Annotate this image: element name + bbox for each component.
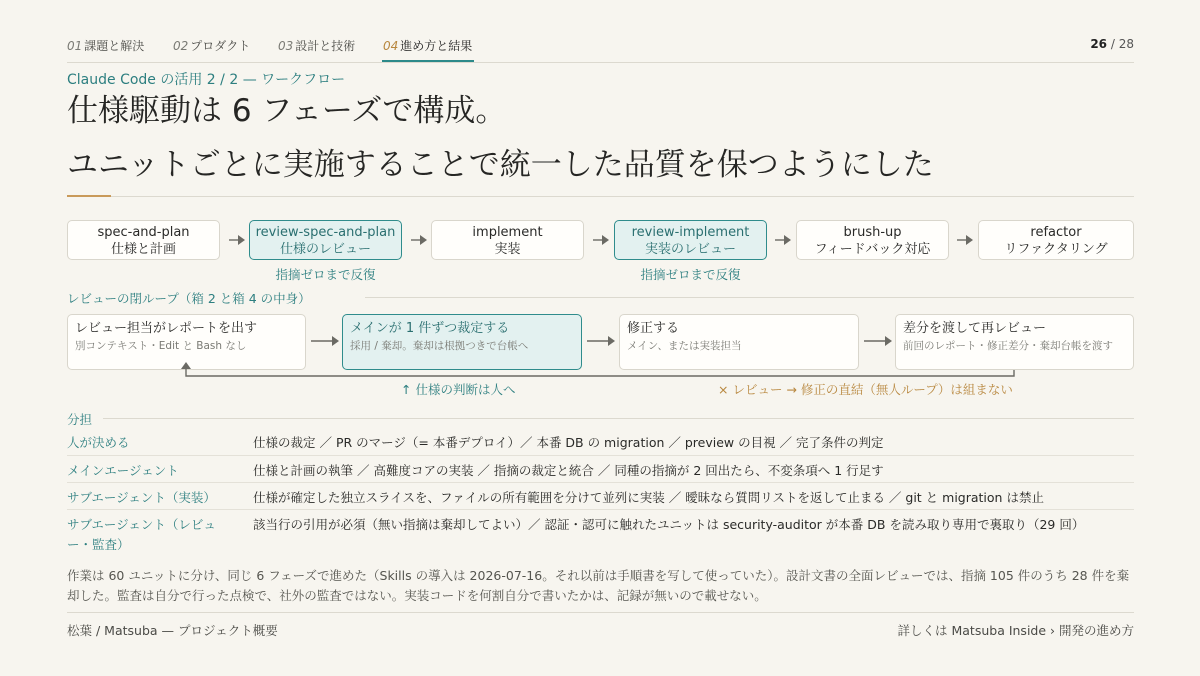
nav-divider	[67, 62, 1134, 63]
note-no-unattended-loop: × レビュー → 修正の直結（無人ループ）は組まない	[718, 382, 1013, 397]
phase-description: 実装のレビュー	[644, 242, 736, 257]
phase-name: review-spec-and-plan	[255, 225, 396, 240]
roles-heading: 分担	[67, 412, 93, 427]
footer-project-name: 松葉 / Matsuba — プロジェクト概要	[67, 623, 278, 638]
phase-loop-note: 指摘ゼロまで反復	[275, 267, 376, 282]
review-loop-divider	[365, 297, 1134, 298]
phase-loop-note: 指摘ゼロまで反復	[640, 267, 741, 282]
page-separator: /	[1110, 37, 1115, 51]
phase-description: 実装	[494, 242, 521, 257]
slide-title-line-1: 仕様駆動は 6 フェーズで構成。	[67, 93, 507, 129]
loop-step-title: 差分を渡して再レビュー	[903, 321, 1047, 336]
phase-box-review-implement	[614, 220, 767, 260]
phase-name: review-implement	[631, 225, 750, 240]
loop-step-report	[67, 314, 306, 370]
role-duties: 仕様の裁定 ／ PR のマージ（= 本番デプロイ）／ 本番 DB の migration ／ preview の目視 ／ 完了条件の判定	[253, 435, 884, 450]
loop-step-subtitle: 採用 / 棄却。棄却は根拠つきで台帳へ	[350, 340, 529, 352]
page-number	[1090, 37, 1134, 51]
role-name: サブエージェント（レビュー・監査）	[67, 517, 216, 552]
phase-name: implement	[472, 225, 543, 240]
nav-tab-number: 04	[383, 39, 399, 53]
role-row-human	[67, 428, 1134, 458]
nav-tab-02[interactable]	[173, 37, 250, 54]
loop-step-judge	[342, 314, 582, 370]
role-row-main-agent	[67, 455, 1134, 482]
loop-step-title: レビュー担当がレポートを出す	[75, 321, 258, 336]
nav-tab-label: プロダクト	[190, 39, 251, 53]
slide-kicker: Claude Code の活用 2 / 2 — ワークフロー	[67, 72, 346, 88]
roles-divider	[103, 418, 1134, 419]
phase-description: リファクタリング	[1004, 242, 1108, 257]
arrow-right-icon	[411, 234, 427, 246]
arrow-right-icon	[229, 234, 245, 246]
loop-step-subtitle: メイン、または実装担当	[627, 340, 742, 352]
role-row-sub-agent-review	[67, 509, 1134, 553]
phase-name: brush-up	[843, 225, 902, 240]
slide-title-line-2: ユニットごとに実施することで統一した品質を保つようにした	[67, 147, 934, 183]
nav-tab-number: 01	[67, 39, 83, 53]
footer-divider	[67, 612, 1134, 613]
nav-tab-number: 02	[173, 39, 189, 53]
loop-step-title: メインが 1 件ずつ裁定する	[350, 321, 510, 336]
nav-tab-number: 03	[278, 39, 294, 53]
role-row-sub-agent-implement	[67, 482, 1134, 509]
nav-tab-01[interactable]	[67, 37, 144, 54]
nav-tab-label: 課題と解決	[84, 39, 145, 53]
phase-description: 仕様と計画	[110, 242, 176, 257]
summary-paragraph: 作業は 60 ユニットに分け、同じ 6 フェーズで進めた（Skills の導入は 2026-07-16。それ以前は手順書を写して使っていた）。設計文書の全面レビューでは、指摘 105 件のうち 28 件を棄却した。監査は自分で行った点検で、社外の監査ではない。実装コードを何割自分で書いたかは、記録が無いので載せない。	[67, 568, 1130, 603]
role-name: 人が決める	[67, 435, 130, 450]
role-duties: 仕様と計画の執筆 ／ 高難度コアの実装 ／ 指摘の裁定と統合 ／ 同種の指摘が 2 回出たら、不変条項へ 1 行足す	[253, 463, 884, 478]
role-name: メインエージェント	[67, 463, 179, 478]
phase-box-spec-and-plan	[67, 220, 220, 260]
role-name: サブエージェント（実装）	[67, 490, 216, 505]
phase-box-refactor	[978, 220, 1134, 260]
loop-step-rereview	[895, 314, 1134, 370]
arrow-right-icon	[864, 335, 892, 347]
page-current: 26	[1090, 37, 1108, 51]
note-escalate-to-human: ↑ 仕様の判断は人へ	[401, 382, 516, 397]
role-duties: 該当行の引用が必須（無い指摘は棄却してよい）／ 認証・認可に触れたユニットは security-auditor が本番 DB を読み取り専用で裏取り（29 回）	[253, 517, 1085, 532]
nav-tab-label: 進め方と結果	[400, 39, 473, 53]
loop-step-title: 修正する	[627, 321, 680, 336]
review-loop-heading: レビューの閉ループ（箱 2 と箱 4 の中身）	[67, 291, 311, 306]
phase-box-implement	[431, 220, 584, 260]
arrow-right-icon	[593, 234, 609, 246]
title-divider	[111, 196, 1134, 197]
loop-step-subtitle: 別コンテキスト・Edit と Bash なし	[75, 340, 247, 352]
phase-name: spec-and-plan	[97, 225, 190, 240]
arrow-right-icon	[587, 335, 615, 347]
phase-description: フィードバック対応	[814, 242, 931, 257]
arrow-right-icon	[775, 234, 791, 246]
loop-step-subtitle: 前回のレポート・修正差分・棄却台帳を渡す	[903, 340, 1113, 352]
page-total: 28	[1118, 37, 1134, 51]
phase-description: 仕様のレビュー	[279, 242, 371, 257]
nav-tab-label: 設計と技術	[295, 39, 356, 53]
nav-tab-04[interactable]	[383, 37, 472, 54]
loop-step-fix	[619, 314, 859, 370]
footer-more-link[interactable]: 詳しくは Matsuba Inside › 開発の進め方	[897, 623, 1134, 638]
phase-name: refactor	[1030, 225, 1082, 240]
role-duties: 仕様が確定した独立スライスを、ファイルの所有範囲を分けて並列に実装 ／ 曖昧なら質問リストを返して止まる ／ git と migration は禁止	[253, 490, 1044, 505]
phase-box-review-spec-and-plan	[249, 220, 402, 260]
arrow-right-icon	[311, 335, 339, 347]
phase-box-brush-up	[796, 220, 949, 260]
nav-tab-03[interactable]	[278, 37, 355, 54]
arrow-right-icon	[957, 234, 973, 246]
title-accent-bar	[67, 195, 111, 197]
slide-title	[67, 84, 934, 192]
